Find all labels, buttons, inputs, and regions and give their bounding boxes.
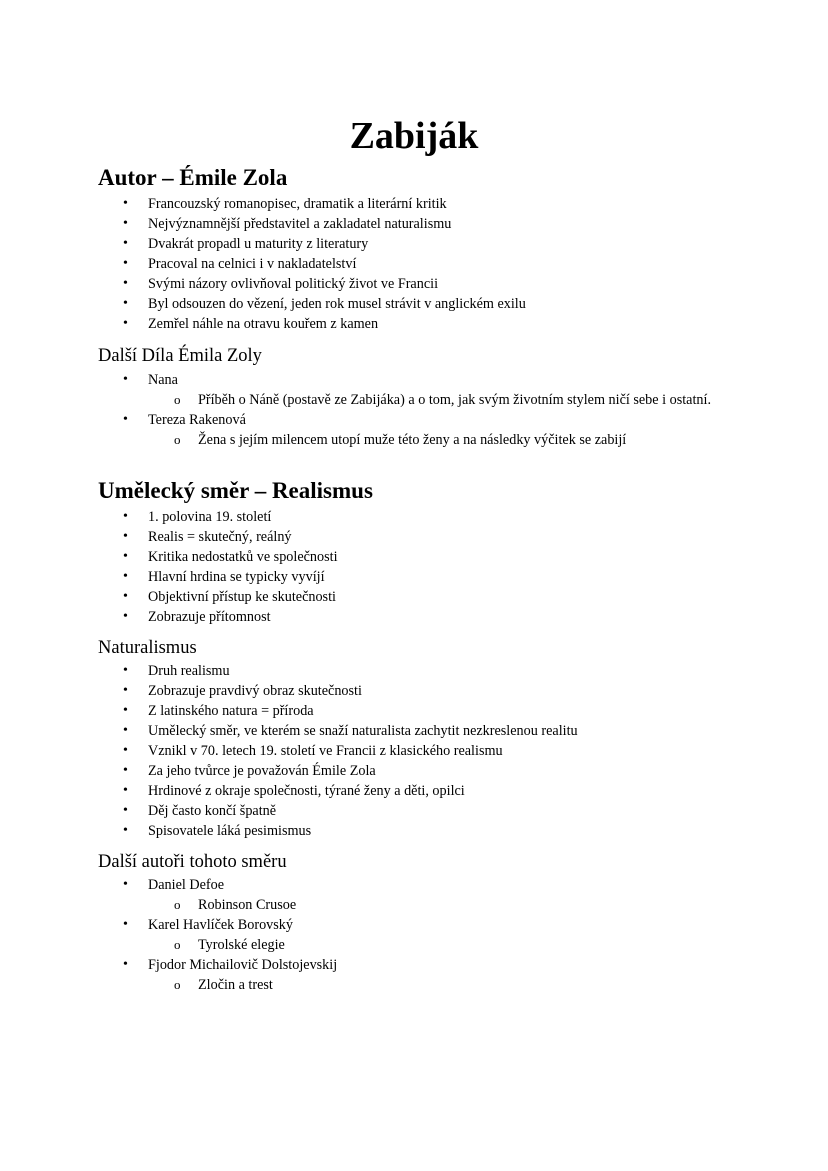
list-item: • Děj často končí špatně <box>98 801 738 821</box>
list-item: • Druh realismu <box>98 661 738 681</box>
sub-list-item: o Příběh o Náně (postavě ze Zabijáka) a o tom, jak svým životním stylem ničí sebe i ostatní. <box>148 390 738 410</box>
list-item: • Byl odsouzen do vězení, jeden rok musel strávit v anglickém exilu <box>98 294 738 314</box>
list-item: • Kritika nedostatků ve společnosti <box>98 547 738 567</box>
list-item: • Hrdinové z okraje společnosti, týrané ženy a děti, opilci <box>98 781 738 801</box>
other-authors-list <box>98 875 738 995</box>
list-item-label: Daniel Defoe <box>148 877 225 893</box>
document-title: Zabiják <box>349 115 479 157</box>
sub-list-item: o Žena s jejím milencem utopí muže této ženy a na následky výčitek se zabijí <box>148 430 738 450</box>
list-item: • Zobrazuje přítomnost <box>98 607 738 627</box>
sub-list-item: o Zločin a trest <box>148 975 738 995</box>
list-item: • Dvakrát propadl u maturity z literatury <box>98 234 738 254</box>
sub-list <box>148 895 738 915</box>
realism-heading: Umělecký směr – Realismus <box>98 478 373 503</box>
list-item <box>98 915 738 955</box>
other-works-list <box>98 370 738 450</box>
list-item: • Vznikl v 70. letech 19. století ve Francii z klasického realismu <box>98 741 738 761</box>
list-item: • Realis = skutečný, reálný <box>98 527 738 547</box>
list-item <box>98 875 738 915</box>
naturalism-list <box>98 661 738 841</box>
list-item-label: Fjodor Michailovič Dolstojevskij <box>148 957 338 973</box>
list-item-label: Tereza Rakenová <box>148 412 246 428</box>
sub-list-item: o Tyrolské elegie <box>148 935 738 955</box>
sub-list <box>148 390 738 410</box>
list-item: • Umělecký směr, ve kterém se snaží naturalista zachytit nezkreslenou realitu <box>98 721 738 741</box>
list-item: • Francouzský romanopisec, dramatik a literární kritik <box>98 194 738 214</box>
list-item: • Z latinského natura = příroda <box>98 701 738 721</box>
sub-list <box>148 975 738 995</box>
other-authors-heading: Další autoři tohoto směru <box>98 852 287 872</box>
list-item <box>98 955 738 995</box>
list-item: • Hlavní hrdina se typicky vyvíjí <box>98 567 738 587</box>
list-item: • Pracoval na celnici i v nakladatelství <box>98 254 738 274</box>
list-item: • Spisovatele láká pesimismus <box>98 821 738 841</box>
list-item: • 1. polovina 19. století <box>98 507 738 527</box>
list-item: • Zemřel náhle na otravu kouřem z kamen <box>98 314 738 334</box>
realism-list <box>98 507 738 627</box>
list-item-label: Nana <box>148 372 178 388</box>
list-item-label: Karel Havlíček Borovský <box>148 917 293 933</box>
list-item: • Za jeho tvůrce je považován Émile Zola <box>98 761 738 781</box>
author-heading: Autor – Émile Zola <box>98 165 288 190</box>
list-item: • Objektivní přístup ke skutečnosti <box>98 587 738 607</box>
sub-list <box>148 430 738 450</box>
author-list <box>98 194 738 334</box>
sub-list-item: o Robinson Crusoe <box>148 895 738 915</box>
naturalism-heading: Naturalismus <box>98 638 197 658</box>
list-item <box>98 410 738 450</box>
sub-list <box>148 935 738 955</box>
list-item <box>98 370 738 410</box>
list-item: • Svými názory ovlivňoval politický život ve Francii <box>98 274 738 294</box>
list-item: • Nejvýznamnější představitel a zakladatel naturalismu <box>98 214 738 234</box>
other-works-heading: Další Díla Émila Zoly <box>98 346 262 366</box>
list-item: • Zobrazuje pravdivý obraz skutečnosti <box>98 681 738 701</box>
